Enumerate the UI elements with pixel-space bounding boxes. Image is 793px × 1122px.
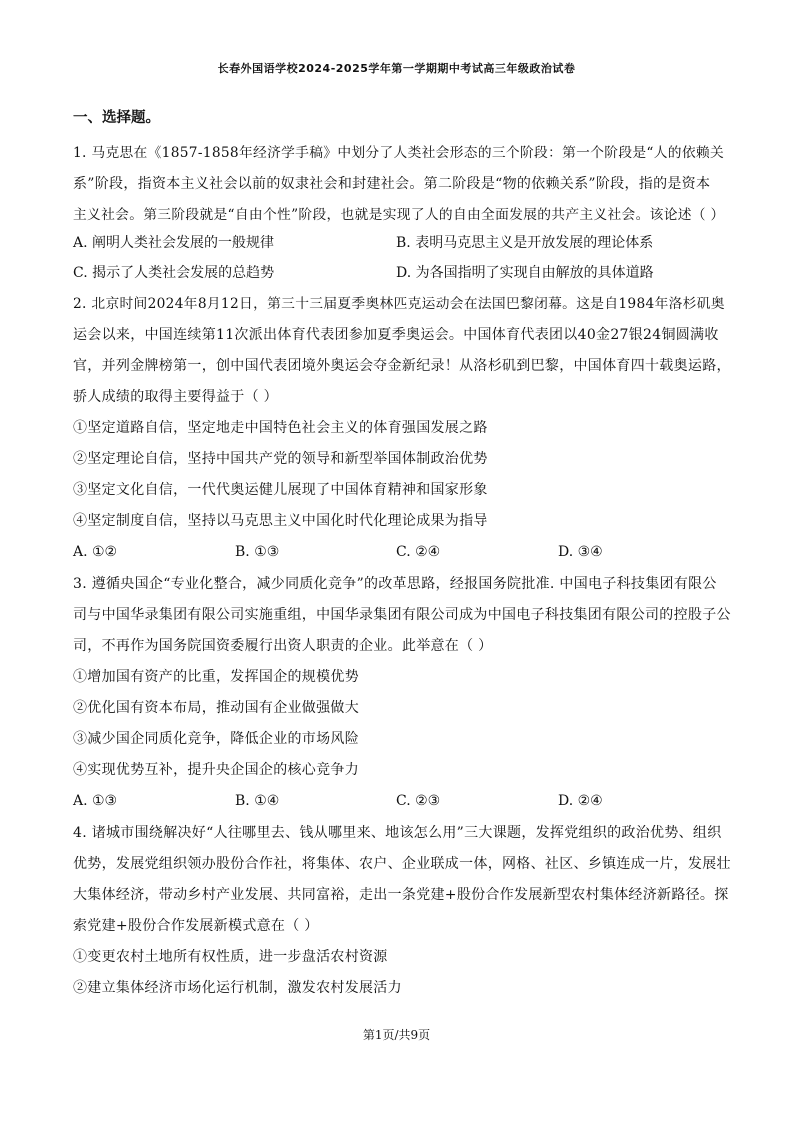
statement-1: ①增加国有资产的比重，发挥国企的规模优势 [73,669,359,685]
statement-2: ②建立集体经济市场化运行机制，激发农村发展活力 [73,980,402,996]
option-c: C. ②③ [396,793,441,809]
statement-2: ②优化国有资本布局，推动国有企业做强做大 [73,700,359,716]
statement-1: ①坚定道路自信，坚定地走中国特色社会主义的体育强国发展之路 [73,420,488,436]
option-a: A. ①③ [73,793,118,809]
option-c: C. 揭示了人类社会发展的总趋势 [73,265,275,281]
option-d: D. ②④ [558,793,603,809]
statement-3: ③减少国企同质化竞争，降低企业的市场风险 [73,731,359,747]
question-text-line: 优势，发展党组织领办股份合作社，将集体、农户、企业联成一体，网格、社区、乡镇连成一片，发展壮 [73,856,731,872]
option-a: A. 阐明人类社会发展的一般规律 [73,235,275,251]
question-text-line: 索党建+股份合作发展新模式意在（ ） [73,918,319,934]
question-text-line: 2. 北京时间2024年8月12日，第三十三届夏季奥林匹克运动会在法国巴黎闭幕。这是自1984年洛杉矶奥 [73,296,725,312]
option-d: D. ③④ [558,544,603,560]
question-text-line: 1. 马克思在《1857-1858年经济学手稿》中划分了人类社会形态的三个阶段：第一个阶段是“人的依赖关 [73,145,725,161]
section-heading: 一、选择题。 [73,110,160,126]
question-text-line: 骄人成绩的取得主要得益于（ ） [73,389,278,405]
option-b: B. ①④ [235,793,280,809]
question-text-line: 司与中国华录集团有限公司实施重组，中国华录集团有限公司成为中国电子科技集团有限公司的控股子公 [73,607,731,623]
question-text-line: 运会以来，中国连续第11次派出体育代表团参加夏季奥运会。中国体育代表团以40金27银24铜圆满收 [73,327,719,343]
statement-4: ④实现优势互补，提升央企国企的核心竞争力 [73,762,359,778]
question-text-line: 系”阶段，指资本主义社会以前的奴隶社会和封建社会。第二阶段是“物的依赖关系”阶段，指的是资本 [73,176,711,192]
question-text-line: 司，不再作为国务院国资委履行出资人职责的企业。此举意在（ ） [73,638,493,654]
option-d: D. 为各国指明了实现自由解放的具体道路 [396,265,654,281]
statement-1: ①变更农村土地所有权性质，进一步盘活农村资源 [73,949,388,965]
question-text-line: 3. 遵循央国企“专业化整合，减少同质化竞争”的改革思路，经报国务院批准. 中国电子科技集团有限公 [73,576,717,592]
statement-3: ③坚定文化自信，一代代奥运健儿展现了中国体育精神和国家形象 [73,482,488,498]
statement-4: ④坚定制度自信，坚持以马克思主义中国化时代化理论成果为指导 [73,513,488,529]
question-text-line: 大集体经济，带动乡村产业发展、共同富裕，走出一条党建+股份合作发展新型农村集体经济新路径。探 [73,887,729,903]
page-title: 长春外国语学校2024-2025学年第一学期期中考试高三年级政治试卷 [217,62,576,75]
question-text-line: 官，并列金牌榜第一，创中国代表团境外奥运会夺金新纪录！从洛杉矶到巴黎，中国体育四十载奥运路， [73,358,731,374]
option-a: A. ①② [73,544,118,560]
option-b: B. ①③ [235,544,280,560]
question-text-line: 主义社会。第三阶段就是“自由个性”阶段，也就是实现了人的自由全面发展的共产主义社会。该论述（ ） [73,207,725,223]
question-text-line: 4. 诸城市围绕解决好“人往哪里去、钱从哪里来、地该怎么用”三大课题，发挥党组织的政治优势、组织 [73,825,722,841]
page-number: 第1页/共9页 [362,1028,431,1042]
option-b: B. 表明马克思主义是开放发展的理论体系 [396,235,654,251]
option-c: C. ②④ [396,544,441,560]
statement-2: ②坚定理论自信，坚持中国共产党的领导和新型举国体制政治优势 [73,451,488,467]
